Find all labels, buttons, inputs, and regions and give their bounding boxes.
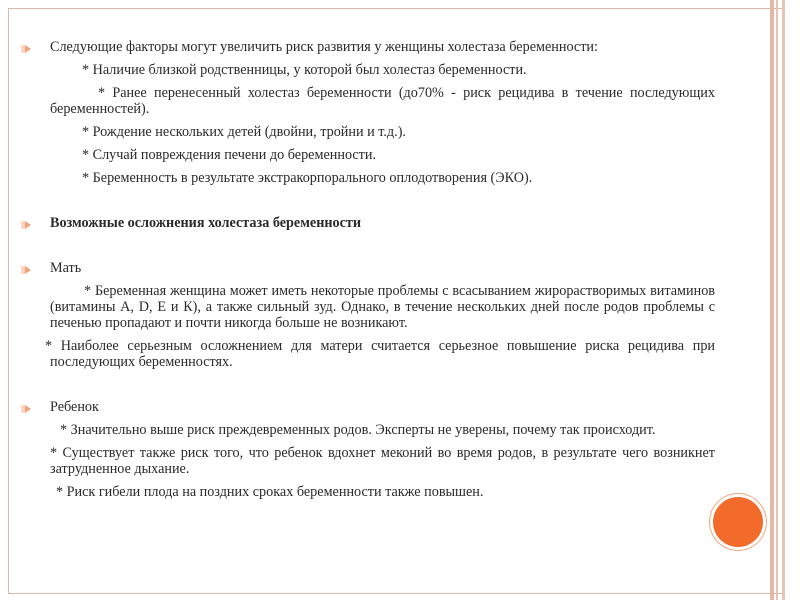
bullet-icon: [25, 45, 31, 53]
risk-factor-item: * Ранее перенесенный холестаз беременности (до70% - риск рецидива в течение последующих беременностей).: [50, 85, 715, 117]
child-item: * Риск гибели плода на поздних сроках беременности также повышен.: [56, 484, 484, 500]
mother-item: * Наиболее серьезным осложнением для матери считается серьезное повышение риска рецидива при последующих беременностях.: [45, 338, 715, 370]
slide-content: [45, 36, 715, 500]
bullet-icon: [25, 266, 31, 274]
mother-item: * Беременная женщина может иметь некоторые проблемы с всасыванием жирорастворимых витаминов (витамины А, D, Е и К), а также сильный зуд. Однако, в течение нескольких дней после родов проблемы с печенью пропадают и почти никогда больше не возникают.: [50, 283, 715, 331]
risk-factor-item: * Беременность в результате экстракорпорального оплодотворения (ЭКО).: [82, 170, 533, 186]
child-item: * Существует также риск того, что ребенок вдохнет меконий во время родов, в результате чего возникнет затрудненное дыхание.: [50, 445, 715, 477]
child-item: * Значительно выше риск преждевременных родов. Эксперты не уверены, почему так происходит.: [60, 422, 656, 438]
decor-stripe: [770, 0, 774, 600]
mother-heading: Мать: [50, 260, 715, 276]
decor-stripe-right: [782, 0, 785, 600]
risk-factor-item: * Наличие близкой родственницы, у которой был холестаз беременности.: [82, 62, 527, 78]
risk-factor-item: * Рождение нескольких детей (двойни, тройни и т.д.).: [82, 124, 406, 140]
intro-paragraph: Следующие факторы могут увеличить риск развития у женщины холестаза беременности:: [50, 39, 715, 55]
child-heading: Ребенок: [50, 399, 715, 415]
decor-stripe-inner: [776, 0, 778, 600]
decor-circle: [713, 497, 763, 547]
risk-factor-item: * Случай повреждения печени до беременности.: [82, 147, 377, 163]
complications-heading: Возможные осложнения холестаза беременности: [50, 215, 715, 231]
bullet-icon: [25, 405, 31, 413]
bullet-icon: [25, 221, 31, 229]
